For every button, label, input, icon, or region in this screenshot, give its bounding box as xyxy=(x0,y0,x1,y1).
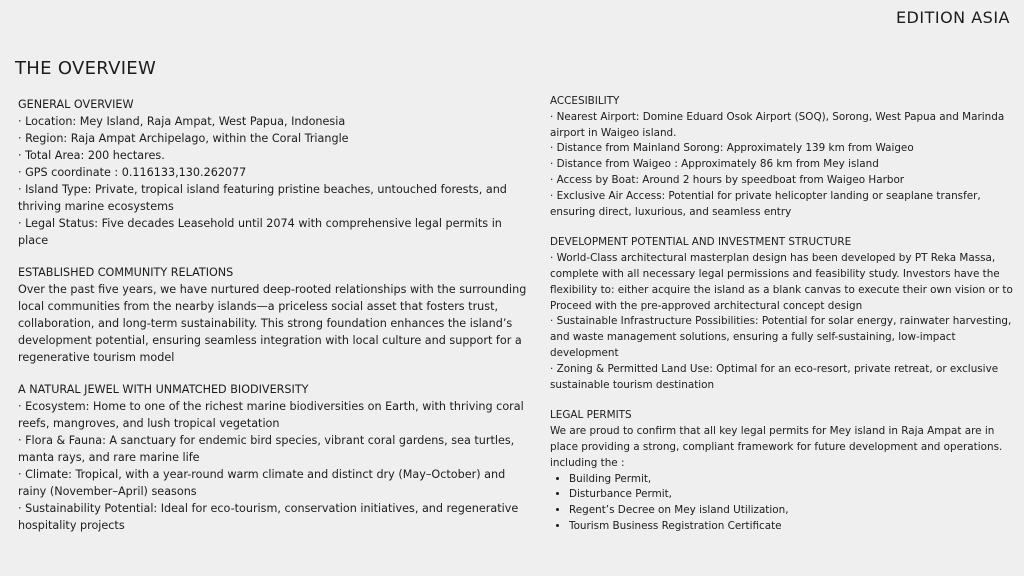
community-section xyxy=(18,264,533,366)
list-item: · Distance from Waigeo : Approximately 86 km from Mey island xyxy=(550,158,879,171)
legal-permits-section xyxy=(550,408,1015,534)
legal-permits-heading: LEGAL PERMITS xyxy=(550,409,632,422)
list-item: · GPS coordinate : 0.116133,130.262077 xyxy=(18,166,247,179)
list-item: · Exclusive Air Access: Potential for private helicopter landing or seaplane transfer, ensuring direct, luxurious, and seamless entry xyxy=(550,189,981,218)
list-item: • Disturbance Permit, xyxy=(569,487,1015,503)
accessibility-section xyxy=(550,94,1015,220)
list-item: · Location: Mey Island, Raja Ampat, West Papua, Indonesia xyxy=(18,115,346,128)
list-item: · Nearest Airport: Domine Eduard Osok Airport (SOQ), Sorong, West Papua and Marinda airport in Waigeo island. xyxy=(550,110,1005,139)
list-item: · Sustainable Infrastructure Possibilities: Potential for solar energy, rainwater harvesting, and waste management solutions, ensuring a fully self-sustaining, low-impact development xyxy=(550,315,1012,359)
list-item: · Flora & Fauna: A sanctuary for endemic bird species, vibrant coral gardens, sea turtles, manta rays, and rare marine life xyxy=(18,434,515,464)
list-item: · Climate: Tropical, with a year-round warm climate and distinct dry (May–October) and rainy (November–April) seasons xyxy=(18,468,506,498)
biodiversity-heading: A NATURAL JEWEL WITH UNMATCHED BIODIVERSITY xyxy=(18,383,309,396)
brand-logo-text: EDITION ASIA xyxy=(895,8,1010,27)
list-item: • Tourism Business Registration Certificate xyxy=(569,519,1015,535)
list-item: · Distance from Mainland Sorong: Approximately 139 km from Waigeo xyxy=(550,142,914,155)
general-overview-heading: GENERAL OVERVIEW xyxy=(18,98,134,111)
left-column xyxy=(18,96,533,549)
list-item: · Sustainability Potential: Ideal for eco-tourism, conservation initiatives, and regenerative hospitality projects xyxy=(18,502,519,532)
development-section xyxy=(550,235,1015,393)
right-column xyxy=(550,94,1015,550)
development-heading: DEVELOPMENT POTENTIAL AND INVESTMENT STRUCTURE xyxy=(550,236,852,249)
page-title: THE OVERVIEW xyxy=(15,58,157,79)
biodiversity-section xyxy=(18,381,533,534)
list-item: · World-Class architectural masterplan design has been developed by PT Reka Massa, complete with all necessary legal permissions and feasibility study. Investors have the flexibility to: either acquire the island as a blank canvas to execute their own vision or to Proceed with the pre-approved architectural concept design xyxy=(550,252,1013,312)
permits-list xyxy=(550,472,1015,535)
list-item: · Island Type: Private, tropical island featuring pristine beaches, untouched forests, and thriving marine ecosystems xyxy=(18,183,507,213)
community-heading: ESTABLISHED COMMUNITY RELATIONS xyxy=(18,266,234,279)
community-paragraph: Over the past five years, we have nurtured deep-rooted relationships with the surrounding local communities from the nearby islands—a priceless social asset that fosters trust, collaboration, and long-term sustainability. This strong foundation enhances the island’s development potential, ensuring seamless integration with local culture and support for a regenerative tourism model xyxy=(18,283,527,364)
general-overview-section xyxy=(18,96,533,249)
legal-permits-intro: We are proud to confirm that all key legal permits for Mey island in Raja Ampat are in place providing a strong, compliant framework for future development and operations. including the : xyxy=(550,425,1003,469)
list-item: · Total Area: 200 hectares. xyxy=(18,149,165,162)
list-item: · Legal Status: Five decades Leasehold until 2074 with comprehensive legal permits in place xyxy=(18,217,502,247)
list-item: · Ecosystem: Home to one of the richest marine biodiversities on Earth, with thriving coral reefs, mangroves, and lush tropical vegetation xyxy=(18,400,524,430)
list-item: · Region: Raja Ampat Archipelago, within the Coral Triangle xyxy=(18,132,349,145)
list-item: • Building Permit, xyxy=(569,472,1015,488)
accessibility-heading: ACCESIBILITY xyxy=(550,95,620,107)
list-item: · Zoning & Permitted Land Use: Optimal for an eco-resort, private retreat, or exclusive sustainable tourism destination xyxy=(550,362,999,391)
list-item: • Regent’s Decree on Mey island Utilization, xyxy=(569,503,1015,519)
list-item: · Access by Boat: Around 2 hours by speedboat from Waigeo Harbor xyxy=(550,173,905,186)
